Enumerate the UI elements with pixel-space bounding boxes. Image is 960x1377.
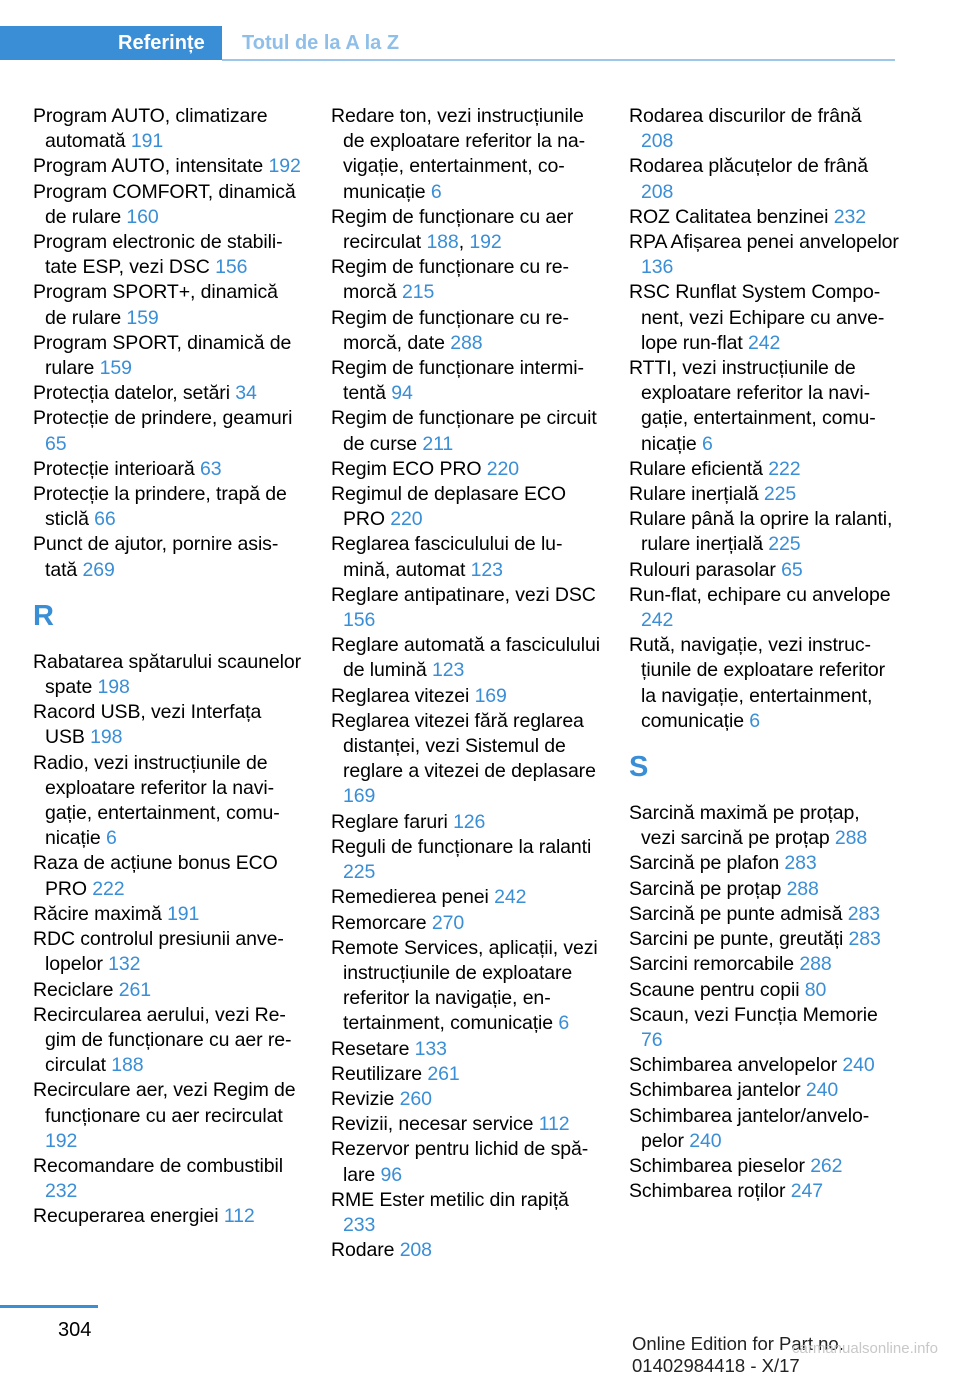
index-entry bbox=[629, 851, 899, 876]
page-reference-link[interactable]: 192 bbox=[268, 155, 301, 178]
index-entry bbox=[629, 205, 899, 230]
index-entry-text: Recircularea aerului, vezi Regim de funcționare cu aer recirculat bbox=[33, 1003, 292, 1077]
index-entry bbox=[629, 1078, 899, 1103]
page-reference-link[interactable]: 198 bbox=[90, 726, 123, 749]
index-entry bbox=[331, 532, 601, 582]
index-entry bbox=[331, 835, 601, 885]
tab-references[interactable]: Referințe bbox=[0, 26, 222, 60]
index-entry-text: Scaun, vezi Funcția Memorie bbox=[629, 1003, 878, 1026]
index-entry bbox=[629, 1003, 899, 1053]
index-entry-text: Rodarea discurilor de frână bbox=[629, 105, 862, 127]
page-reference-link[interactable]: 260 bbox=[399, 1087, 432, 1110]
index-entry bbox=[33, 751, 303, 852]
page-reference-link[interactable]: 136 bbox=[641, 256, 674, 279]
index-entry bbox=[331, 306, 601, 356]
index-entry-text: Revizie bbox=[331, 1087, 395, 1110]
page-reference-link[interactable]: 6 bbox=[749, 709, 761, 732]
page-reference-link[interactable]: 283 bbox=[847, 902, 880, 925]
index-entry-text: Punct de ajutor, pornire asistată bbox=[33, 533, 279, 581]
index-entry-text: Reglarea vitezei fără reglarea distanței, vezi Sistemul de reglare a vitezei de deplasare bbox=[331, 709, 596, 783]
page-reference-link[interactable]: 232 bbox=[45, 1180, 78, 1203]
edition-text: Online Edition for Part no. 01402984418 - X/17 bbox=[632, 1333, 844, 1376]
index-entry-text: Radio, vezi instrucțiunile de exploatare referitor la navigație, entertainment, comunicație bbox=[33, 751, 280, 850]
page-reference-link[interactable]: 288 bbox=[834, 827, 868, 850]
page-reference-link[interactable]: 159 bbox=[126, 306, 159, 329]
index-entry bbox=[33, 700, 303, 750]
page-reference-link[interactable]: 6 bbox=[430, 180, 442, 203]
page-reference-link[interactable]: 132 bbox=[108, 953, 141, 976]
header-rule bbox=[222, 59, 895, 61]
index-entry bbox=[33, 532, 303, 582]
page-reference-link[interactable]: 112 bbox=[223, 1205, 255, 1228]
index-entry bbox=[33, 650, 303, 700]
page-reference-link[interactable]: 242 bbox=[748, 331, 781, 354]
index-entry bbox=[629, 280, 899, 356]
index-entry bbox=[33, 902, 303, 927]
page-reference-link[interactable]: 222 bbox=[92, 877, 125, 900]
page-reference-link[interactable]: 6 bbox=[558, 1012, 570, 1035]
index-entry-text: Rabatarea spătarului scaunelor spate bbox=[33, 650, 302, 699]
page-reference-link[interactable]: 288 bbox=[450, 331, 483, 354]
page-reference-link[interactable]: 6 bbox=[702, 432, 713, 455]
index-entry-text: Sarcină pe punte admisă bbox=[629, 902, 843, 925]
page-reference-link[interactable]: 188 bbox=[111, 1054, 144, 1077]
index-entry-text: Remote Services, aplicații, vezi instrucțiunile de exploatare referitor la navigație, entertainment, comunicație bbox=[331, 936, 598, 1035]
page-reference-link[interactable]: 288 bbox=[786, 877, 819, 900]
index-entry-text: Program SPORT+, dinamică de rulare bbox=[33, 281, 278, 329]
index-entry bbox=[33, 331, 303, 381]
index-entry bbox=[331, 911, 601, 936]
index-entry-text: Sarcină pe proțap bbox=[629, 877, 782, 900]
page-reference-link[interactable]: 6 bbox=[106, 827, 117, 850]
index-entry-text: RTTI, vezi instrucțiunile de exploatare referitor la navigație, entertainment, comunicație bbox=[629, 357, 876, 455]
page-number: 304 bbox=[58, 1319, 92, 1341]
index-entry bbox=[33, 851, 303, 901]
index-entry-text: Protecția datelor, setări bbox=[33, 382, 230, 405]
index-entry-text: Protecție interioară bbox=[33, 457, 195, 480]
index-entry-text: Reguli de funcționare la ralanti bbox=[331, 835, 592, 858]
index-entry-text: Racord USB, vezi Interfața USB bbox=[33, 701, 262, 749]
page-reference-link[interactable]: 262 bbox=[810, 1154, 843, 1177]
index-entry bbox=[629, 154, 899, 204]
index-entry bbox=[629, 801, 899, 851]
page-reference-link[interactable]: 156 bbox=[343, 609, 376, 632]
page-reference-link[interactable]: 192 bbox=[45, 1129, 78, 1152]
page-reference-link[interactable]: 65 bbox=[45, 432, 67, 455]
index-entry bbox=[331, 1137, 601, 1187]
index-entry-text: Reglare automată a fasciculului de lumină bbox=[331, 634, 600, 682]
page-reference-link[interactable]: 123 bbox=[470, 558, 503, 581]
index-entry-text: Rulouri parasolar bbox=[629, 558, 776, 581]
index-entry-text: Remorcare bbox=[331, 911, 427, 934]
page-reference-link[interactable]: 198 bbox=[97, 676, 130, 699]
index-entry bbox=[331, 1112, 601, 1137]
index-entry-text: Sarcină pe plafon bbox=[629, 852, 780, 875]
index-entry bbox=[629, 633, 899, 734]
index-entry-text: Recirculare aer, vezi Regim de funcționare cu aer recirculat bbox=[33, 1079, 296, 1127]
index-entry-text: Rulare până la oprire la ralanti, rulare inerțială bbox=[629, 508, 893, 556]
index-entry bbox=[629, 457, 899, 482]
index-entry bbox=[629, 877, 899, 902]
index-entry-text: Revizii, necesar service bbox=[331, 1113, 534, 1136]
index-entry bbox=[33, 1078, 303, 1154]
page-reference-link[interactable]: 159 bbox=[99, 357, 132, 380]
index-entry bbox=[331, 356, 601, 406]
index-entry-text: Regim ECO PRO bbox=[331, 457, 482, 480]
index-entry bbox=[33, 180, 303, 230]
index-entry bbox=[629, 1179, 899, 1204]
page-reference-link[interactable]: 233 bbox=[343, 1213, 376, 1236]
index-entry-text: Protecție de prindere, geamuri bbox=[33, 407, 293, 430]
page-reference-link[interactable]: 247 bbox=[790, 1180, 824, 1203]
index-entry bbox=[629, 356, 899, 457]
index-entry bbox=[629, 558, 899, 583]
page-reference-link[interactable]: 283 bbox=[848, 928, 881, 951]
index-entry bbox=[331, 583, 601, 633]
page-reference-link[interactable]: 211 bbox=[422, 432, 454, 455]
index-entry-text: Program electronic de stabilitate ESP, vezi DSC bbox=[33, 231, 283, 279]
page-reference-link[interactable]: 220 bbox=[486, 457, 519, 480]
index-entry bbox=[331, 709, 601, 810]
index-entry-text: RSC Runflat System Component, vezi Echipare cu anvelope run-flat bbox=[629, 281, 885, 354]
index-entry bbox=[331, 1087, 601, 1112]
index-entry-text: Sarcini pe punte, greutăți bbox=[629, 928, 844, 951]
index-entry bbox=[331, 885, 601, 910]
index-entry-text: ROZ Calitatea benzinei bbox=[629, 205, 829, 228]
page-reference-link[interactable]: 270 bbox=[431, 911, 465, 934]
index-entry bbox=[629, 978, 899, 1003]
index-entry bbox=[629, 104, 899, 154]
index-entry-text: Regim de funcționare pe circuit de curse bbox=[331, 407, 597, 455]
index-entry-text: Rută, navigație, vezi instrucțiunile de exploatare referitor la navigație, entertainment, comunicație bbox=[629, 634, 886, 732]
page-reference-link[interactable]: 232 bbox=[833, 205, 866, 228]
page-reference-link[interactable]: 80 bbox=[804, 978, 827, 1001]
index-entry bbox=[33, 280, 303, 330]
index-entry bbox=[33, 927, 303, 977]
index-entry bbox=[331, 406, 601, 456]
section-letter: R bbox=[33, 599, 54, 632]
index-entry-text: Rodare bbox=[331, 1239, 395, 1262]
index-entry-text: Rulare inerțială bbox=[629, 483, 759, 506]
index-entry-text: Scaune pentru copii bbox=[629, 978, 800, 1001]
index-entry bbox=[33, 978, 303, 1003]
index-entry-text: Raza de acțiune bonus ECO PRO bbox=[33, 852, 278, 900]
page-reference-link[interactable]: 261 bbox=[118, 978, 151, 1001]
index-entry bbox=[33, 104, 303, 154]
index-entry bbox=[331, 1238, 601, 1263]
index-entry bbox=[629, 482, 899, 507]
index-entry bbox=[629, 1154, 899, 1179]
page-reference-link[interactable]: 191 bbox=[167, 902, 200, 925]
index-entry bbox=[331, 1188, 601, 1238]
index-entry: Regim de funcționare cu aer recirculat 188, 192 bbox=[331, 205, 574, 254]
page-reference-link[interactable]: 208 bbox=[641, 180, 674, 203]
index-entry bbox=[331, 482, 601, 532]
index-entry-text: Program AUTO, climatizare automată bbox=[33, 105, 268, 153]
page-reference-link[interactable]: 123 bbox=[431, 659, 465, 682]
index-entry-text: Schimbarea jantelor bbox=[629, 1079, 801, 1102]
page-reference-link[interactable]: 156 bbox=[215, 256, 248, 279]
index-entry bbox=[331, 1062, 601, 1087]
index-entry-text: Reciclare bbox=[33, 978, 114, 1001]
index-entry-text: RDC controlul presiunii anvelopelor bbox=[33, 928, 284, 976]
page-reference-link[interactable]: 96 bbox=[380, 1163, 402, 1186]
index-entry-text: Program AUTO, intensitate bbox=[33, 155, 264, 178]
page-reference-link[interactable]: 215 bbox=[402, 281, 435, 304]
index-entry bbox=[331, 255, 601, 305]
page-reference-link[interactable]: 191 bbox=[130, 130, 164, 153]
index-entry-text: Schimbarea jantelor/anvelopelor bbox=[629, 1104, 870, 1152]
page-reference-link[interactable]: 225 bbox=[763, 483, 797, 506]
index-entry-text: Protecție la prindere, trapă de sticlă bbox=[33, 483, 287, 531]
page-reference-link[interactable]: 288 bbox=[799, 953, 832, 976]
index-entry bbox=[629, 1104, 899, 1154]
page-reference-link[interactable]: 133 bbox=[414, 1037, 447, 1060]
page-reference-link[interactable]: 240 bbox=[805, 1079, 839, 1102]
index-entry-text: Regim de funcționare cu remorcă bbox=[331, 256, 570, 304]
tab-a-to-z[interactable]: Totul de la A la Z bbox=[242, 32, 400, 54]
index-entry bbox=[629, 1053, 899, 1078]
index-entry bbox=[33, 154, 303, 179]
page-reference-link[interactable]: 188 bbox=[426, 231, 459, 254]
index-entry-text: Regim de funcționare cu remorcă, date bbox=[331, 306, 570, 354]
page-header bbox=[0, 0, 960, 62]
page-reference-link[interactable]: 65 bbox=[781, 558, 803, 581]
index-entry-text: Reglare antipatinare, vezi DSC bbox=[331, 583, 596, 606]
index-entry-text: Schimbarea anvelopelor bbox=[629, 1054, 838, 1077]
page-reference-link[interactable]: 192 bbox=[469, 231, 502, 254]
page-reference-link[interactable]: 112 bbox=[538, 1113, 570, 1136]
index-entry-text: Reglarea fasciculului de lumină, automat bbox=[331, 533, 563, 581]
index-entry bbox=[33, 482, 303, 532]
index-entry-text: Rezervor pentru lichid de spălare bbox=[331, 1138, 589, 1186]
index-entry-text: Rodarea plăcuțelor de frână bbox=[629, 155, 869, 178]
page-reference-link[interactable]: 66 bbox=[94, 508, 116, 531]
page-reference-link[interactable]: 63 bbox=[200, 457, 222, 480]
page-reference-link[interactable]: 283 bbox=[784, 852, 817, 875]
index-entry-text: Regim de funcționare intermitentă bbox=[331, 357, 584, 405]
index-entry bbox=[33, 1003, 303, 1079]
index-entry-text: Program SPORT, dinamică de rulare bbox=[33, 331, 292, 380]
index-entry-text: Resetare bbox=[331, 1037, 410, 1060]
index-entry bbox=[33, 406, 303, 456]
index-entry-text: Sarcină maximă pe proțap, vezi sarcină pe proțap bbox=[629, 802, 860, 850]
index-entry bbox=[331, 104, 601, 205]
index-entry bbox=[331, 633, 601, 683]
index-entry-text: Schimbarea roților bbox=[629, 1180, 786, 1203]
index-entry bbox=[33, 1154, 303, 1204]
index-entry-text: Regim de funcționare cu aer recirculat bbox=[331, 205, 574, 254]
index-entry bbox=[331, 1037, 601, 1062]
page-reference-link[interactable]: 225 bbox=[343, 861, 376, 884]
index-column-1 bbox=[33, 104, 303, 1230]
index-entry bbox=[33, 381, 303, 406]
index-entry bbox=[331, 457, 601, 482]
index-entry-text: Reglare faruri bbox=[331, 810, 448, 833]
page-reference-link[interactable]: 240 bbox=[842, 1054, 875, 1077]
page-reference-link[interactable]: 222 bbox=[768, 457, 801, 480]
index-entry-text: Recuperarea energiei bbox=[33, 1205, 219, 1228]
page-reference-link[interactable]: 220 bbox=[390, 508, 423, 531]
index-entry-text: Program COMFORT, dinamică de rulare bbox=[33, 180, 296, 228]
index-entry bbox=[33, 457, 303, 482]
page-reference-link[interactable]: 208 bbox=[399, 1239, 432, 1262]
index-entry-text: Rulare eficientă bbox=[629, 457, 763, 480]
watermark: carmanualsonline.info bbox=[792, 1340, 938, 1357]
page-reference-link[interactable]: 208 bbox=[641, 130, 674, 153]
index-entry-text: RPA Afișarea penei anvelopelor bbox=[629, 231, 899, 254]
index-entry-text: Reglarea vitezei bbox=[331, 684, 470, 707]
page-reference-link[interactable]: 169 bbox=[474, 684, 507, 707]
footer-accent-bar bbox=[0, 1305, 98, 1308]
index-entry-text: RME Ester metilic din rapiță bbox=[331, 1188, 569, 1211]
index-entry-text: Remedierea penei bbox=[331, 886, 489, 909]
index-entry-text: Sarcini remorcabile bbox=[629, 953, 794, 976]
index-entry bbox=[331, 936, 601, 1037]
index-entry bbox=[629, 507, 899, 557]
index-entry bbox=[331, 684, 601, 709]
page-reference-link[interactable]: 240 bbox=[689, 1129, 722, 1152]
index-entry bbox=[629, 952, 899, 977]
index-column-2 bbox=[331, 104, 601, 1263]
page-reference-link[interactable]: 160 bbox=[126, 205, 159, 228]
index-entry bbox=[331, 810, 601, 835]
index-entry bbox=[33, 1204, 303, 1229]
page-reference-link[interactable]: 169 bbox=[343, 785, 376, 808]
index-entry-text: Regimul de deplasare ECO PRO bbox=[331, 483, 566, 531]
index-entry bbox=[33, 230, 303, 280]
section-letter: S bbox=[629, 751, 649, 784]
page-reference-link[interactable]: 126 bbox=[453, 810, 486, 833]
index-entry-text: Răcire maximă bbox=[33, 902, 162, 925]
index-entry bbox=[629, 927, 899, 952]
index-entry-text: Schimbarea pieselor bbox=[629, 1154, 805, 1177]
index-entry bbox=[629, 230, 899, 280]
index-entry bbox=[629, 902, 899, 927]
page-reference-link[interactable]: 34 bbox=[235, 382, 257, 405]
index-entry-text: Run-flat, echipare cu anvelope bbox=[629, 583, 891, 606]
index-column-3 bbox=[629, 104, 899, 1204]
index-entry bbox=[629, 583, 899, 633]
index-entry-text: Reutilizare bbox=[331, 1062, 423, 1085]
page-reference-link[interactable]: 242 bbox=[641, 609, 674, 632]
page-reference-link[interactable]: 76 bbox=[641, 1028, 663, 1051]
index-entry-text: Redare ton, vezi instrucțiunile de exploatare referitor la navigație, entertainment, comunicație bbox=[331, 105, 586, 203]
page-reference-link[interactable]: 94 bbox=[391, 382, 413, 405]
index-entry-text: Recomandare de combustibil bbox=[33, 1154, 283, 1177]
page-reference-link[interactable]: 269 bbox=[82, 558, 115, 581]
page-reference-link[interactable]: 225 bbox=[768, 533, 801, 556]
page-reference-link[interactable]: 261 bbox=[427, 1062, 460, 1085]
page-reference-link[interactable]: 242 bbox=[494, 886, 527, 909]
